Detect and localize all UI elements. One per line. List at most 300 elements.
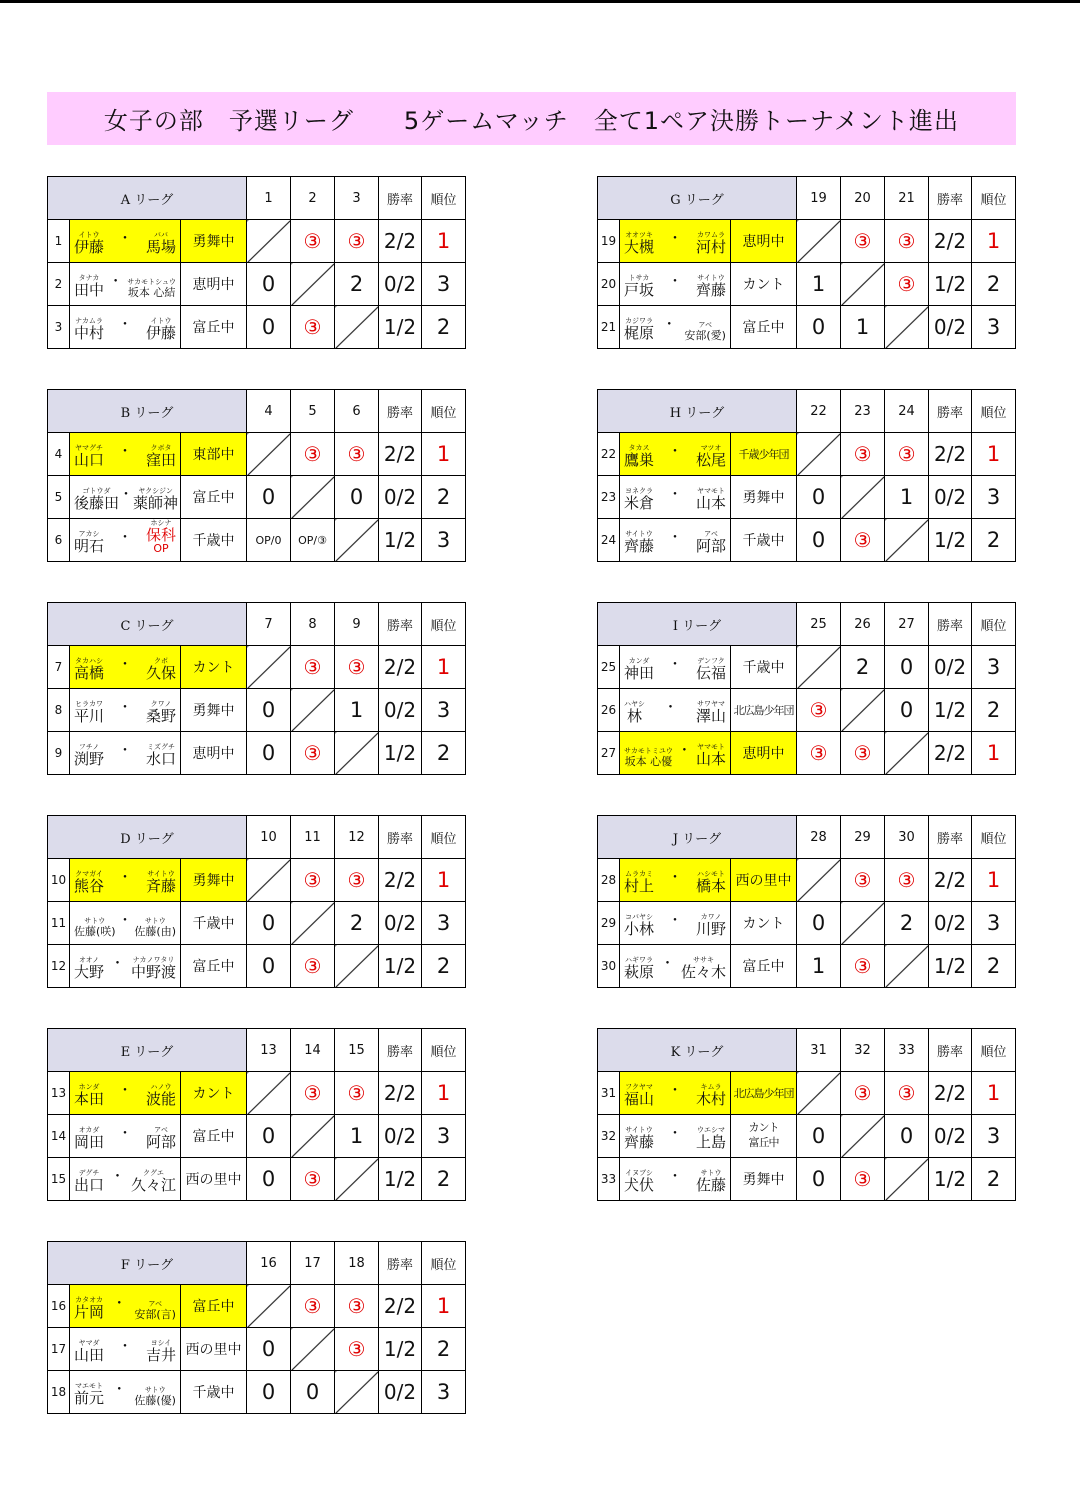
opponent-number-header: 23 [841,390,885,433]
rank-value: 1 [422,859,466,902]
player-1 [74,957,104,980]
pair-number: 8 [48,689,70,732]
opponent-number-header: 11 [291,816,335,859]
name-reading: ヤマダ [78,1339,100,1347]
name-kanji: 山本 [695,750,726,768]
pair-names [70,1285,181,1328]
separator-dot: ・ [668,1168,682,1185]
separator-dot: ・ [668,656,682,673]
league-table [47,815,466,988]
name-reading: トサカ [628,274,650,282]
page-title: 女子の部 予選リーグ 5ゲームマッチ 全て1ペア決勝トーナメント進出 [47,92,1016,145]
league-name: D リーグ [48,816,247,859]
rank-value: 1 [422,1285,466,1328]
pair-number: 15 [48,1158,70,1201]
match-score: 0 [247,732,291,775]
name-kanji: 松尾 [695,451,726,469]
pair-number: 25 [598,646,620,689]
diagonal-cell [885,1158,929,1201]
diagonal-cell [797,433,841,476]
name-reading: ヤマモト [696,743,725,751]
diagonal-cell [335,306,379,349]
rank-value: 2 [422,1328,466,1371]
league-name: G リーグ [598,177,797,220]
pair-number: 3 [48,306,70,349]
match-score: 0 [797,476,841,519]
name-reading: アベ [154,1126,168,1134]
player-2 [696,1084,726,1107]
player-1 [74,318,104,341]
name-kanji: 上島 [695,1133,726,1151]
player-1 [624,531,654,554]
name-kanji: 米倉 [624,494,655,512]
name-reading: ナカムラ [75,317,103,325]
name-reading: フチノ [78,743,100,751]
pair-row [598,689,1016,732]
pair-names [70,859,181,902]
match-score: ③ [335,646,379,689]
diagonal-cell [291,902,335,945]
name-kanji: 犬伏 [624,1176,655,1194]
pair-name-group [74,263,176,305]
player-1 [74,232,104,255]
win-rate: 1/2 [929,689,972,732]
pair-name-group [624,732,726,774]
win-rate: 2/2 [379,859,422,902]
diagonal-cell [841,689,885,732]
separator-dot: ・ [668,273,682,290]
player-1 [74,1340,104,1363]
pair-name-group [624,646,726,688]
diagonal-cell [841,263,885,306]
rank-value: 2 [422,1158,466,1201]
opponent-number-header: 28 [797,816,841,859]
pair-row [48,433,466,476]
win-rate: 2/2 [379,433,422,476]
rank-value: 3 [422,263,466,306]
separator-dot: ・ [118,443,132,460]
opponent-number-header: 33 [885,1029,929,1072]
name-reading: カタオカ [75,1296,103,1304]
match-score: ③ [885,859,929,902]
league-header-row [48,1242,466,1285]
separator-dot: ・ [662,316,677,333]
pair-row [598,220,1016,263]
team-name: 千歳中 [181,1371,247,1414]
opponent-number-header: 5 [291,390,335,433]
opponent-number-header: 26 [841,603,885,646]
match-score: 0 [247,1371,291,1414]
name-kanji: 阿部 [145,1133,176,1151]
league-header-row [598,816,1016,859]
pair-number: 6 [48,519,70,562]
match-score: ③ [797,732,841,775]
match-score: 0 [797,519,841,562]
league-table [597,389,1016,562]
player-2 [146,318,176,341]
diagonal-cell [291,476,335,519]
league-name: B リーグ [48,390,247,433]
diagonal-cell [885,732,929,775]
match-score: 0 [247,1328,291,1371]
name-kanji: 澤山 [695,707,726,725]
separator-dot: ・ [118,1082,132,1099]
league-table [47,1241,466,1414]
rank-value: 3 [422,519,466,562]
opponent-number-header: 12 [335,816,379,859]
name-kanji: 中村 [74,324,105,342]
name-reading: サイトウ [147,870,175,878]
name-kanji: 大槻 [624,238,655,256]
match-score: ③ [885,220,929,263]
match-score: ③ [335,1285,379,1328]
pair-number: 19 [598,220,620,263]
rank-header: 順位 [422,1242,466,1285]
team-name: 千歳少年団 [731,433,797,476]
pair-name-group [624,1115,726,1157]
name-kanji: 齊藤 [624,1133,655,1151]
league-header-row [48,816,466,859]
match-score: 0 [885,1115,929,1158]
player-2 [146,658,176,681]
win-rate: 0/2 [379,689,422,732]
pair-name-group [624,689,726,731]
team-name: カント [181,646,247,689]
opponent-number-header: 6 [335,390,379,433]
player-2 [146,232,176,255]
pair-row [598,732,1016,775]
name-kanji: 齊藤 [624,537,655,555]
player-2 [696,1170,726,1193]
player-2 [134,918,176,937]
match-score: 2 [885,902,929,945]
name-reading: タカス [628,444,650,452]
league-header-row [48,603,466,646]
rank-value: 1 [972,220,1016,263]
separator-dot: ・ [110,955,125,972]
win-rate: 0/2 [379,1115,422,1158]
diagonal-cell [841,1115,885,1158]
match-score: ③ [841,519,885,562]
name-kanji: 佐藤(咲) [74,925,116,938]
name-kanji: 高橋 [74,664,105,682]
diagonal-cell [797,859,841,902]
win-rate: 0/2 [929,646,972,689]
player-2 [146,1340,176,1363]
player-2 [681,957,726,980]
separator-dot: ・ [118,1338,132,1355]
win-rate-header: 勝率 [929,177,972,220]
name-reading: コバヤシ [625,913,653,921]
team-name: カント [731,263,797,306]
name-kanji: 波能 [145,1090,176,1108]
name-reading: ハノウ [150,1083,172,1091]
name-reading: イトウ [150,317,172,325]
player-2 [146,1127,176,1150]
name-kanji: 出口 [74,1176,105,1194]
league-name: H リーグ [598,390,797,433]
match-score: ③ [797,689,841,732]
pair-names [620,859,731,902]
rank-value: 3 [972,306,1016,349]
rank-value: 2 [422,306,466,349]
win-rate: 2/2 [379,1285,422,1328]
win-rate: 0/2 [929,1115,972,1158]
team-name: 東部中 [181,433,247,476]
match-score: ③ [335,1328,379,1371]
name-reading: クボタ [150,444,172,452]
pair-row [48,1328,466,1371]
player-2 [146,701,176,724]
name-reading: ホシナ [150,519,172,527]
separator-dot: ・ [668,486,682,503]
match-score: ③ [841,859,885,902]
pair-row [48,306,466,349]
team-name: 富丘中 [181,1285,247,1328]
rank-value: 3 [972,1115,1016,1158]
team-name: 西の里中 [731,859,797,902]
diagonal-cell [291,1115,335,1158]
pair-names [70,902,181,945]
opponent-number-header: 4 [247,390,291,433]
match-score: 1 [885,476,929,519]
name-kanji: 前元 [74,1389,105,1407]
opponent-number-header: 16 [247,1242,291,1285]
name-reading: ハシモト [696,870,725,878]
pair-number: 12 [48,945,70,988]
diagonal-cell [841,902,885,945]
rank-value: 1 [972,732,1016,775]
player-2 [146,1084,176,1107]
win-rate: 1/2 [929,519,972,562]
name-kanji: 馬場 [145,238,176,256]
name-reading: イトウ [78,231,100,239]
opponent-number-header: 22 [797,390,841,433]
name-kanji: 鷹巣 [624,451,655,469]
player-2 [131,957,176,980]
rank-value: 3 [972,902,1016,945]
player-2 [696,1127,726,1150]
pair-names [70,945,181,988]
win-rate: 1/2 [379,519,422,562]
pair-name-group [624,1158,726,1200]
rank-header: 順位 [972,177,1016,220]
name-kanji: 斉藤 [145,877,176,895]
name-kanji: 伊藤 [145,324,176,342]
player-1 [624,871,654,894]
pair-names [620,519,731,562]
separator-dot: ・ [112,1295,127,1312]
name-kanji: 保科 [145,526,176,544]
diagonal-cell [291,1328,335,1371]
team-name: 西の里中 [181,1328,247,1371]
name-kanji: 水口 [145,750,176,768]
separator-dot: ・ [663,699,678,716]
pair-number: 4 [48,433,70,476]
separator-dot: ・ [668,529,682,546]
rank-value: 1 [422,220,466,263]
pair-name-group [74,476,179,518]
win-rate: 2/2 [929,859,972,902]
separator-dot: ・ [118,230,132,247]
match-score: 0 [247,1158,291,1201]
match-score: 0 [291,1371,335,1414]
win-rate-header: 勝率 [379,177,422,220]
opponent-number-header: 8 [291,603,335,646]
name-reading: カワノ [700,913,722,921]
name-kanji: 熊谷 [74,877,105,895]
player-1 [74,658,104,681]
name-reading: ササキ [692,956,714,964]
diagonal-cell [247,859,291,902]
name-reading: サワヤマ [696,700,725,708]
match-score: OP/0 [247,519,291,562]
match-score: ③ [335,1072,379,1115]
opponent-number-header: 31 [797,1029,841,1072]
name-reading: サイトウ [625,1126,653,1134]
name-reading: オオツキ [625,231,653,239]
separator-dot: ・ [668,443,682,460]
name-kanji: 坂本 心優 [624,755,673,768]
name-kanji: 安部(言) [134,1308,176,1321]
match-score: 0 [797,306,841,349]
pair-number: 23 [598,476,620,519]
pair-row [48,1158,466,1201]
separator-dot: ・ [668,912,682,929]
win-rate-header: 勝率 [379,816,422,859]
name-reading: ウエシマ [696,1126,725,1134]
pair-names [70,1371,181,1414]
league-table [597,1028,1016,1201]
win-rate: 2/2 [929,433,972,476]
rank-header: 順位 [422,390,466,433]
player-1 [74,744,104,767]
pair-names [70,433,181,476]
match-score: 1 [797,263,841,306]
name-kanji: 阿部 [695,537,726,555]
pair-name-group [74,1115,176,1157]
pair-names [70,306,181,349]
match-score: ③ [841,220,885,263]
rank-value: 3 [422,902,466,945]
opponent-number-header: 15 [335,1029,379,1072]
team-name: 勇舞中 [181,859,247,902]
name-reading: ホンダ [78,1083,100,1091]
league-header-row [48,177,466,220]
name-reading: フクヤマ [625,1083,653,1091]
player-2 [696,275,726,298]
name-reading: カジワラ [625,317,653,325]
team-name: 勇舞中 [181,220,247,263]
pair-names [70,1328,181,1371]
name-kanji: 木村 [695,1090,726,1108]
rank-value: 1 [972,1072,1016,1115]
pair-row [598,646,1016,689]
match-score: ③ [335,859,379,902]
team-name: 勇舞中 [731,476,797,519]
diagonal-cell [247,1072,291,1115]
win-rate: 1/2 [929,263,972,306]
player-1 [74,1297,104,1320]
name-kanji: 萩原 [624,963,655,981]
pair-names [620,902,731,945]
name-kanji: 伊藤 [74,238,105,256]
pair-name-group [624,902,726,944]
pair-name-group [74,433,176,475]
name-kanji: 窪田 [145,451,176,469]
name-reading: キムラ [700,1083,722,1091]
name-reading: サカモトミユウ [624,747,673,755]
win-rate-header: 勝率 [379,1029,422,1072]
match-score: ③ [291,1285,335,1328]
player-2 [146,744,176,767]
name-kanji: 大野 [74,963,105,981]
player-2 [696,871,726,894]
name-reading: オカダ [78,1126,100,1134]
pair-name-group [624,306,726,348]
name-reading: ヤマグチ [75,444,103,452]
pair-names [620,263,731,306]
diagonal-cell [841,476,885,519]
win-rate: 1/2 [379,1158,422,1201]
win-rate: 0/2 [929,902,972,945]
separator-dot: ・ [118,656,132,673]
name-kanji: 平川 [74,707,105,725]
pair-names [70,689,181,732]
win-rate: 0/2 [379,476,422,519]
pair-name-group [624,263,726,305]
win-rate: 1/2 [929,1158,972,1201]
pair-name-group [74,306,176,348]
rank-value: 1 [972,859,1016,902]
team-name: 恵明中 [181,732,247,775]
win-rate-header: 勝率 [929,816,972,859]
match-score: 0 [335,476,379,519]
pair-row [598,859,1016,902]
name-kanji: 橋本 [695,877,726,895]
match-score: ③ [885,1072,929,1115]
pair-name-group [74,1371,176,1413]
pair-number: 31 [598,1072,620,1115]
rank-header: 順位 [972,390,1016,433]
match-score: 2 [841,646,885,689]
league-table [47,1028,466,1201]
league-header-row [48,1029,466,1072]
name-kanji: 川野 [695,920,726,938]
league-name: K リーグ [598,1029,797,1072]
pair-name-group [624,945,726,987]
rank-value: 1 [972,433,1016,476]
rank-header: 順位 [972,1029,1016,1072]
pair-row [48,1072,466,1115]
rank-value: 2 [972,263,1016,306]
match-score: 0 [885,689,929,732]
player-1 [624,658,654,681]
name-kanji: 林 [626,707,642,725]
diagonal-cell [797,1072,841,1115]
pair-name-group [74,689,176,731]
pair-names [70,220,181,263]
team-name: 勇舞中 [731,1158,797,1201]
separator-dot: ・ [660,955,675,972]
name-kanji: 片岡 [74,1303,105,1321]
match-score: ③ [291,646,335,689]
opponent-number-header: 24 [885,390,929,433]
pair-names [620,220,731,263]
pair-number: 16 [48,1285,70,1328]
pair-row [598,1158,1016,1201]
separator-dot: ・ [668,230,682,247]
